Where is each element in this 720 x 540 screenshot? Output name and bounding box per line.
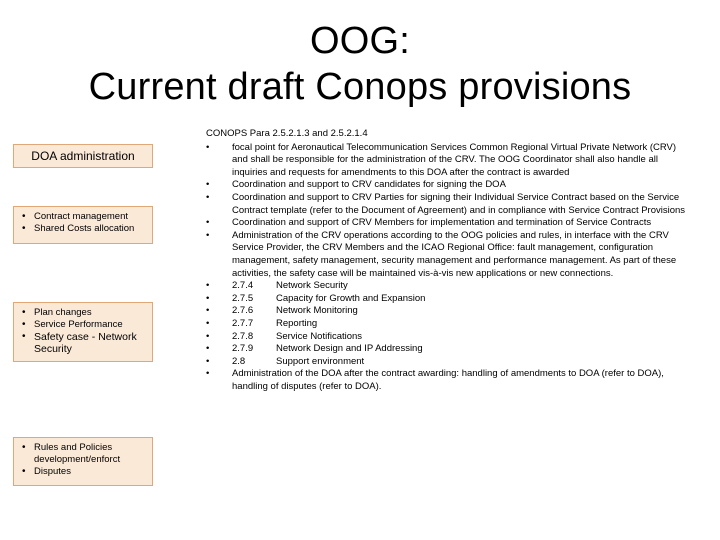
bullet-icon: • <box>206 229 210 241</box>
bullet-icon: • <box>206 305 210 317</box>
list-item: • Safety case - Network Security <box>20 331 146 355</box>
title-line-2: Current draft Conops provisions <box>88 66 632 108</box>
bullet-icon: • <box>206 179 210 191</box>
bullet-icon: • <box>206 317 210 329</box>
operations-box <box>13 302 153 362</box>
bullet-icon: • <box>206 343 210 355</box>
rules-list <box>14 438 152 478</box>
bullet-icon: • <box>206 292 210 304</box>
list-item: • Rules and Policies development/enforct <box>20 442 146 466</box>
numbered-item: • 2.8 Support environment <box>206 355 365 367</box>
list-item: • Shared Costs allocation <box>20 223 146 235</box>
list-item: • Contract management <box>20 211 146 223</box>
bullet-icon: • <box>206 330 210 342</box>
contract-list <box>14 207 152 235</box>
bullet-icon: • <box>206 141 210 153</box>
bullet-icon: • <box>206 191 210 203</box>
numbered-item: • 2.7.4 Network Security <box>206 280 348 292</box>
numbered-item: • 2.7.9 Network Design and IP Addressing <box>206 343 423 355</box>
bullet-icon: • <box>206 280 210 292</box>
operations-list <box>14 303 152 355</box>
bullet-item: • Coordination and support to CRV candidates for signing the DOA <box>206 179 506 191</box>
bullet-item: • Administration of the DOA after the contract awarding: handling of amendments to DOA (refer to DOA), handling of disputes (refer to DOA). <box>206 368 664 392</box>
numbered-item: • 2.7.6 Network Monitoring <box>206 305 358 317</box>
rules-box <box>13 437 153 486</box>
doa-administration-box <box>13 144 153 168</box>
doa-administration-label: DOA administration <box>31 149 135 163</box>
title-line-1: OOG: <box>309 20 411 62</box>
bullet-icon: • <box>206 355 210 367</box>
list-item: • Service Performance <box>20 319 146 331</box>
contract-box <box>13 206 153 244</box>
list-item: • Disputes <box>20 466 146 478</box>
numbered-item: • 2.7.5 Capacity for Growth and Expansion <box>206 292 426 304</box>
numbered-item: • 2.7.8 Service Notifications <box>206 330 363 342</box>
numbered-item: • 2.7.7 Reporting <box>206 317 318 329</box>
bullet-icon: • <box>206 217 210 229</box>
bullet-icon: • <box>206 368 210 380</box>
conops-content <box>206 128 686 393</box>
conops-heading: CONOPS Para 2.5.2.1.3 and 2.5.2.1.4 <box>206 128 368 139</box>
bullet-item: • Administration of the CRV operations according to the OOG policies and rules, in interface with the CRV Service Provider, the CRV Members and the ICAO Regional Office: fault management, configuration management, safety management, security management and performance management. As part of these activities, the safety case will be maintained vis-à-vis new applications or new connections. <box>206 229 677 279</box>
slide-title <box>0 18 720 110</box>
bullet-item: • focal point for Aeronautical Telecommunication Services Common Regional Virtual Private Network (CRV) and shall be responsible for the administration of the CRV. The OOG Coordinator shall also handle all inquiries and requests for amendments to this DOA after the contract is awarded <box>206 141 677 178</box>
bullet-item: • Coordination and support of CRV Members for implementation and termination of Service Contracts <box>206 217 652 229</box>
list-item: • Plan changes <box>20 307 146 319</box>
bullet-item: • Coordination and support to CRV Parties for signing their Individual Service Contract based on the Service Contract template (refer to the Document of Agreement) and in compliance with Service Contract Provisions <box>206 191 686 216</box>
